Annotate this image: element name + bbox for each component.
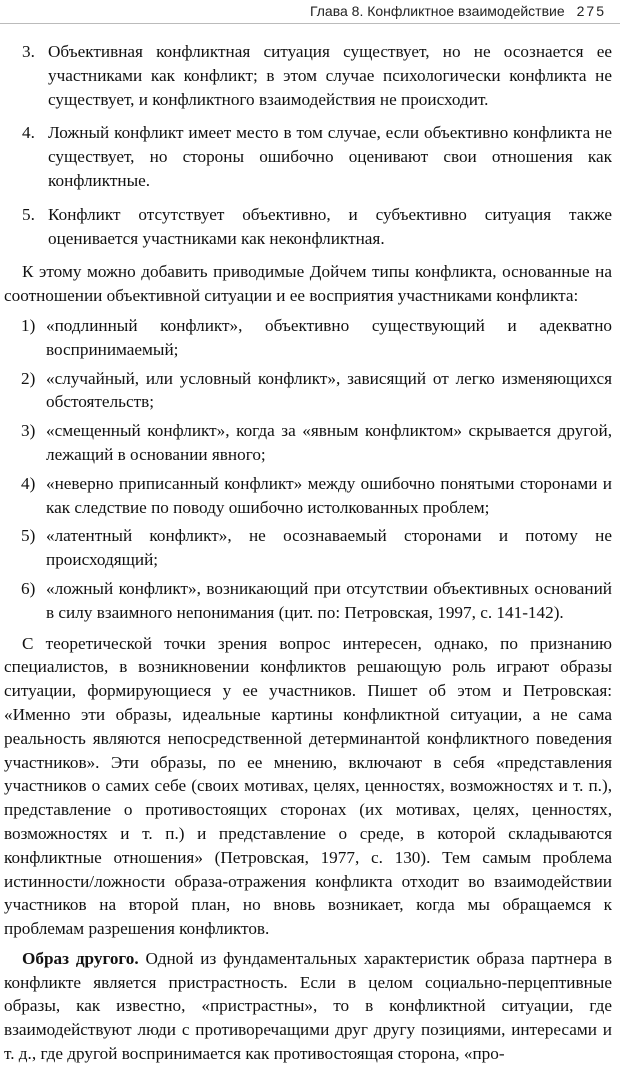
list-item (0, 121, 620, 192)
item-text: Объективная конфликтная ситуация существует, но не осознается ее участниками как конфликт; в этом случае психологически конфликта не существует, и конфликтного взаимодействия не происходит. (48, 42, 612, 109)
list-item (0, 577, 620, 625)
running-header (310, 3, 606, 19)
item-number: 6) (21, 578, 36, 598)
item-number: 3) (21, 421, 36, 441)
list-item (0, 472, 620, 520)
other-image-paragraph (0, 947, 620, 1066)
item-text: «смещенный конфликт», когда за «явным конфликтом» скрывается другой, лежащий в основании явного; (46, 421, 612, 464)
item-number: 4. (22, 123, 35, 143)
item-number: 5) (21, 526, 36, 546)
item-number: 1) (21, 315, 36, 335)
paragraph-text: Одной из фундаментальных характеристик образа партнера в конфликте является пристрастность. Если в целом социально-перцептивные образы, как известно, «пристрастны», то в конфликтной ситуации, где взаимодействуют люди с противоречащими друг другу позициями, интересами и т. д., где другой воспринимается как противостоящая сторона, «про- (4, 948, 612, 1064)
list-item (0, 203, 620, 251)
item-number: 4) (21, 473, 36, 493)
section-lead: Образ другого. (22, 948, 139, 968)
item-number: 2) (21, 368, 36, 388)
item-text: Ложный конфликт имеет место в том случае, если объективно конфликта не существует, но стороны ошибочно оценивают свои отношения как конфликтные. (48, 123, 612, 190)
chapter-title: Глава 8. Конфликтное взаимодействие (309, 3, 565, 19)
page-number: 275 (576, 3, 606, 19)
text-body (0, 40, 620, 1072)
theory-paragraph: С теоретической точки зрения вопрос интересен, однако, по признанию специалистов, в возникновении конфликтов решающую роль играют образы ситуации, формирующиеся у ее участников. Пишет об этом и Петровская: «Именно эти образы, идеальные картины конфликтной ситуации, а не сама реальность являются непосредственной детерминантой конфликтного поведения участников». Эти образы, по ее мнению, включают в себя «представления участников о самих себе (своих мотивах, целях, ценностях, возможностях и т. п.), представление о противостоящих сторонах (их мотивах, целях, ценностях, возможностях и т. п.) и представление о среде, в которой складываются конфликтные отношения» (Петровская, 1977, с. 130). Тем самым проблема истинности/ложности образа-отражения конфликта отходит во взаимодействии участников на второй план, но вновь возникает, когда мы обращаемся к проблемам разрешения конфликтов. (4, 633, 612, 939)
list-item (0, 524, 620, 572)
item-text: «случайный, или условный конфликт», зависящий от легко изменяющихся обстоятельств; (46, 368, 612, 412)
list-item (0, 367, 620, 415)
header-rule (0, 23, 620, 24)
item-text: Конфликт отсутствует объективно, и субъективно ситуация также оценивается участниками как неконфликтная. (48, 204, 612, 248)
item-text: «ложный конфликт», возникающий при отсутствии объективных оснований в силу взаимного непонимания (цит. по: Петровская, 1997, с. 141-142). (46, 578, 612, 622)
item-text: «неверно приписанный конфликт» между ошибочно понятыми сторонами и как следствие по поводу ошибочно истолкованных проблем; (46, 473, 612, 517)
item-text: «подлинный конфликт», объективно существующий и адекватно воспринимаемый; (46, 315, 612, 359)
list-item (0, 314, 620, 362)
item-number: 5. (22, 204, 35, 224)
list-item (0, 40, 620, 111)
item-number: 3. (22, 42, 35, 61)
item-text: «латентный конфликт», не осознаваемый сторонами и потому не происходящий; (46, 526, 612, 570)
intro-paragraph: К этому можно добавить приводимые Дойчем типы конфликта, основанные на соотношении объективной ситуации и ее восприятия участниками конфликта: (4, 262, 612, 306)
list-item (0, 419, 620, 467)
